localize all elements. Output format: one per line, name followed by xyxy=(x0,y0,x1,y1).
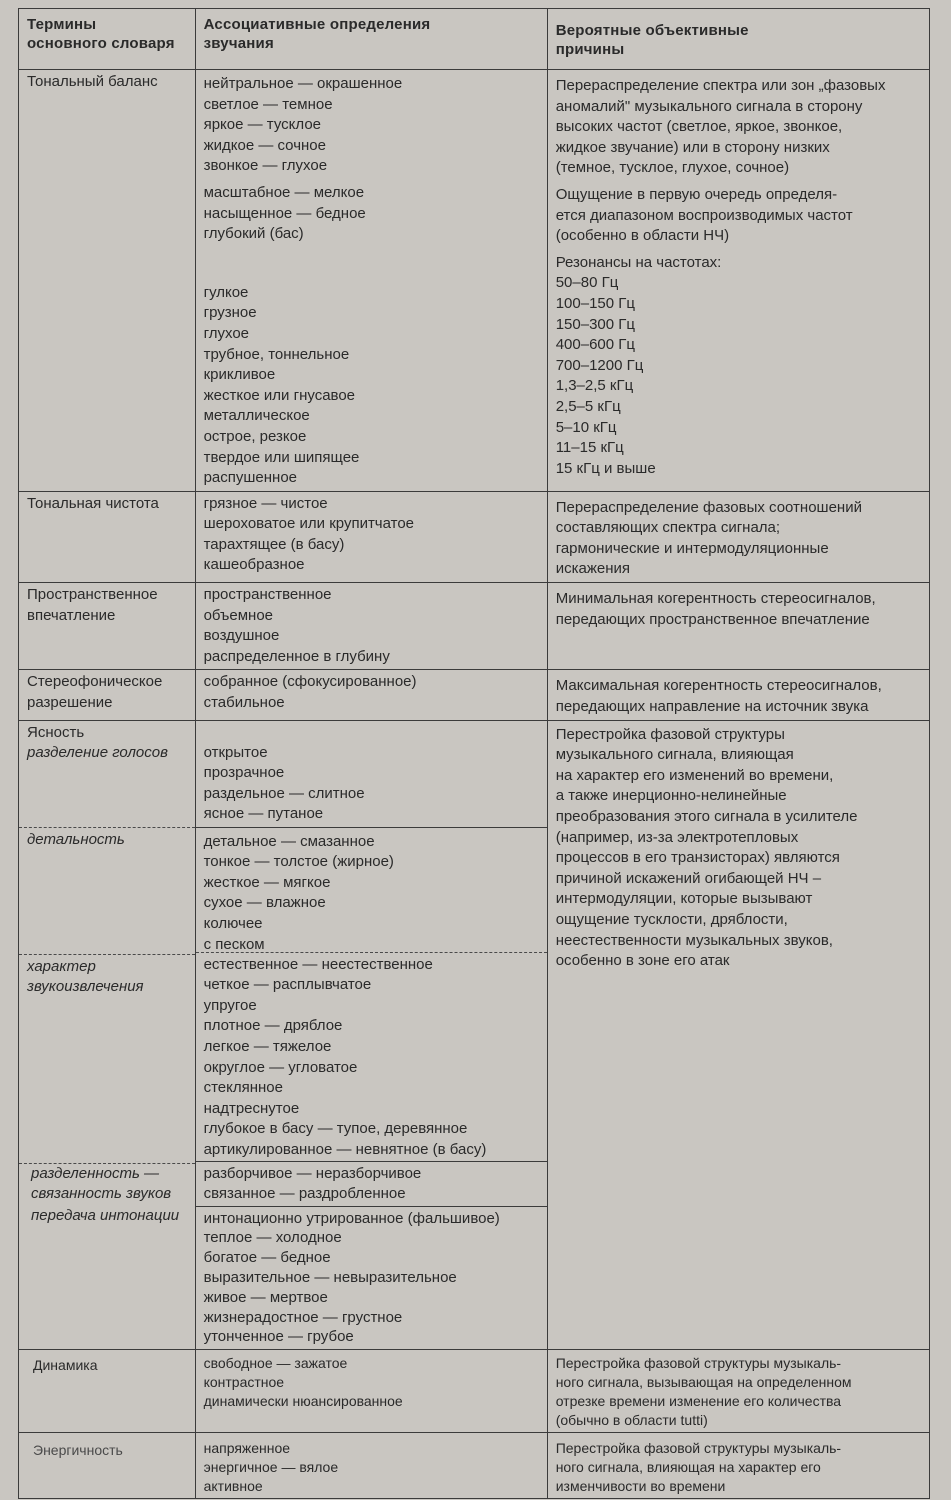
frequency-item: 150–300 Гц xyxy=(555,315,635,333)
header-row xyxy=(19,9,930,70)
cause-line: особенно в зоне его атак xyxy=(555,952,730,970)
cause-line: искажения xyxy=(555,560,630,578)
cause-cell xyxy=(547,1350,929,1433)
term-cell xyxy=(19,583,196,670)
row-dynamics xyxy=(19,1350,930,1433)
definition-item: грязное — чистое xyxy=(203,494,328,512)
frequency-item: 5–10 кГц xyxy=(555,418,617,436)
row-clarity xyxy=(19,720,930,1350)
subterm-label: характер xyxy=(27,957,96,975)
definition-item: открытое xyxy=(203,743,268,761)
definition-item: богатое — бедное xyxy=(203,1249,331,1267)
cause-line: а также инерционно-нелинейные xyxy=(555,787,787,805)
definition-item: интонационно утрированное (фальшивое) xyxy=(203,1209,500,1227)
cause-line: передающих пространственное впечатление xyxy=(555,610,870,628)
subterm-block xyxy=(19,1206,195,1227)
definition-block xyxy=(196,1162,547,1207)
subterm-label: разделенность — xyxy=(31,1164,159,1182)
header-causes-line: причины xyxy=(555,41,625,58)
header-definitions-line: Ассоциативные определения xyxy=(203,16,431,33)
definition-item: распушенное xyxy=(203,469,298,487)
cause-line: Перестройка фазовой структуры музыкаль- xyxy=(555,1355,842,1372)
definition-item: твердое или шипящее xyxy=(203,448,360,466)
term-label: Тональный баланс xyxy=(27,73,158,90)
definition-item: упругое xyxy=(203,996,257,1014)
header-terms xyxy=(19,9,196,70)
definition-item: грузное xyxy=(203,304,257,322)
definition-item: светлое — темное xyxy=(203,95,333,113)
subterm-block xyxy=(19,721,195,828)
term-cell xyxy=(19,670,196,720)
definition-item: разборчивое — неразборчивое xyxy=(203,1164,422,1182)
term-label: Ясность xyxy=(27,723,85,741)
frequency-item: 100–150 Гц xyxy=(555,294,635,312)
subterm-label: детальность xyxy=(27,830,125,848)
term-label: разрешение xyxy=(27,694,113,712)
definition-item: прозрачное xyxy=(203,764,285,782)
definition-item: нейтральное — окрашенное xyxy=(203,75,403,92)
definition-item: жидкое — сочное xyxy=(203,136,326,154)
cause-line: жидкое звучание) или в сторону низких xyxy=(555,138,830,156)
cause-line: Перестройка фазовой структуры музыкаль- xyxy=(555,1440,842,1457)
definition-item: округлое — угловатое xyxy=(203,1058,358,1076)
term-label: впечатление xyxy=(27,606,116,624)
term-label: Стереофоническое xyxy=(27,673,163,691)
subterm-block xyxy=(19,955,195,1164)
cause-cell xyxy=(547,1433,929,1499)
cause-line: интермодуляции, которые вызывают xyxy=(555,890,813,908)
definition-item: распределенное в глубину xyxy=(203,647,390,665)
definition-item: объемное xyxy=(203,606,274,624)
definition-item: собранное (сфокусированное) xyxy=(203,673,417,691)
definition-item: кашеобразное xyxy=(203,556,305,574)
definition-item: гулкое xyxy=(203,283,249,301)
definition-block xyxy=(196,721,547,828)
frequency-item: 11–15 кГц xyxy=(555,439,624,457)
term-cell xyxy=(19,70,196,492)
term-cell xyxy=(19,1433,196,1499)
definition-item: раздельное — слитное xyxy=(203,784,365,802)
definition-item: выразительное — невыразительное xyxy=(203,1269,457,1287)
definition-item: крикливое xyxy=(203,366,276,384)
row-stereo-resolution xyxy=(19,670,930,720)
header-definitions xyxy=(195,9,547,70)
frequency-item: 2,5–5 кГц xyxy=(555,397,621,415)
definition-item: артикулированное — невнятное (в басу) xyxy=(203,1140,487,1158)
cause-cell xyxy=(547,670,929,720)
definition-item: трубное, тоннельное xyxy=(203,345,350,363)
term-label: Пространственное xyxy=(27,586,158,604)
definition-item: насыщенное — бедное xyxy=(203,204,366,222)
definition-item: стеклянное xyxy=(203,1079,283,1097)
definition-item: динамически нюансированное xyxy=(203,1393,403,1410)
cause-line: (особенно в области НЧ) xyxy=(555,227,730,245)
definition-item: теплое — холодное xyxy=(203,1229,342,1247)
term-label: Тональная чистота xyxy=(27,494,159,512)
definitions-cell xyxy=(195,1433,547,1499)
header-causes xyxy=(547,9,929,70)
term-cell xyxy=(19,1350,196,1433)
cause-line: Резонансы на частотах: xyxy=(555,253,722,271)
definition-item: острое, резкое xyxy=(203,427,307,445)
definition-item: тарахтящее (в басу) xyxy=(203,535,345,553)
frequency-item: 700–1200 Гц xyxy=(555,356,644,374)
definition-item: звонкое — глухое xyxy=(203,157,328,175)
cause-cell xyxy=(547,583,929,670)
header-causes-line: Вероятные объективные xyxy=(555,22,749,39)
definitions-cell xyxy=(195,70,547,492)
frequency-item: 50–80 Гц xyxy=(555,274,619,292)
definitions-cell xyxy=(195,1350,547,1433)
cause-line: ного сигнала, вызывающая на определенном xyxy=(555,1374,852,1391)
definition-item: контрастное xyxy=(203,1374,285,1391)
definitions-cell xyxy=(195,670,547,720)
definition-item: шероховатое или крупитчатое xyxy=(203,515,415,533)
definition-item: пространственное xyxy=(203,586,332,604)
subterm-block xyxy=(19,1164,195,1206)
definition-item: естественное — неестественное xyxy=(203,955,433,973)
definition-item: глубокое в басу — тупое, деревянное xyxy=(203,1120,468,1138)
definition-item: активное xyxy=(203,1478,263,1495)
definition-item: колючее xyxy=(203,915,263,932)
row-tonal-balance xyxy=(19,70,930,492)
definition-item: яркое — тусклое xyxy=(203,116,322,134)
cause-line: Перераспределение спектра или зон „фазовых xyxy=(555,77,886,94)
definition-item: воздушное xyxy=(203,627,280,645)
definition-item: ясное — путаное xyxy=(203,805,324,823)
definition-item: плотное — дряблое xyxy=(203,1017,343,1035)
definition-block xyxy=(196,953,547,1162)
cause-line: преобразования этого сигнала в усилителе xyxy=(555,808,858,825)
term-label: Динамика xyxy=(33,1357,98,1374)
definition-item: металлическое xyxy=(203,407,310,425)
term-cell xyxy=(19,720,196,1350)
frequency-item: 1,3–2,5 кГц xyxy=(555,377,634,395)
subterm-label: звукоизвлечения xyxy=(27,978,144,996)
subterm-label: разделение голосов xyxy=(27,744,168,762)
definition-item: стабильное xyxy=(203,694,285,712)
term-label: Энергичность xyxy=(33,1442,123,1459)
cause-line: музыкального сигнала, влияющая xyxy=(555,746,794,764)
definitions-cell xyxy=(195,583,547,670)
term-cell xyxy=(19,491,196,582)
cause-cell xyxy=(547,70,929,492)
definitions-cell xyxy=(195,491,547,582)
cause-line: неестественности музыкальных звуков, xyxy=(555,931,833,949)
cause-line: высоких частот (светлое, яркое, звонкое, xyxy=(555,118,843,136)
cause-cell xyxy=(547,720,929,1350)
definition-item: жесткое — мягкое xyxy=(203,873,331,891)
definition-item: жизнерадостное — грустное xyxy=(203,1308,403,1326)
definition-item: масштабное — мелкое xyxy=(203,183,365,201)
header-terms-line: основного словаря xyxy=(27,35,175,52)
header-definitions-line: звучания xyxy=(203,35,274,52)
row-spatial-impression xyxy=(19,583,930,670)
frequency-item: 400–600 Гц xyxy=(555,336,635,354)
definition-item: тонкое — толстое (жирное) xyxy=(203,853,394,871)
cause-line: составляющих спектра сигнала; xyxy=(555,519,781,537)
cause-line: ного сигнала, влияющая на характер его xyxy=(555,1459,821,1476)
cause-line: гармонические и интермодуляционные xyxy=(555,539,829,557)
cause-cell xyxy=(547,491,929,582)
cause-line: Максимальная когерентность стереосигналов, xyxy=(555,677,882,695)
cause-line: Перераспределение фазовых соотношений xyxy=(555,498,862,516)
cause-line: отрезке времени изменение его количества xyxy=(555,1393,842,1410)
definition-item: с песком xyxy=(203,935,265,953)
cause-line: изменчивости во времени xyxy=(555,1478,726,1495)
definition-item: связанное — раздробленное xyxy=(203,1185,406,1203)
subterm-label: связанность звуков xyxy=(31,1185,172,1203)
frequency-item: 15 кГц и выше xyxy=(555,459,656,477)
cause-line: (например, из-за электротепловых xyxy=(555,828,799,846)
cause-line: на характер его изменений во времени, xyxy=(555,766,834,784)
cause-line: Ощущение в первую очередь определя- xyxy=(555,185,838,203)
cause-line: аномалий" музыкального сигнала в сторону xyxy=(555,97,863,115)
cause-line: причиной искажений огибающей НЧ – xyxy=(555,869,822,887)
subterm-block xyxy=(19,828,195,955)
cause-line: процессов в его транзисторах) являются xyxy=(555,849,840,867)
cause-line: ощущение тусклости, дряблости, xyxy=(555,910,788,928)
cause-line: (обычно в области tutti) xyxy=(555,1412,708,1429)
row-energy xyxy=(19,1433,930,1499)
cause-line: передающих направление на источник звука xyxy=(555,698,869,716)
definition-item: утонченное — грубое xyxy=(203,1328,354,1346)
definition-item: детальное — смазанное xyxy=(203,832,375,850)
definition-item: жесткое или гнусавое xyxy=(203,386,356,404)
definition-block xyxy=(196,1207,547,1350)
definitions-cell xyxy=(195,720,547,1350)
header-terms-line: Термины xyxy=(27,16,97,33)
definition-item: энергичное — вялое xyxy=(203,1459,339,1476)
definition-item: сухое — влажное xyxy=(203,894,326,912)
cause-line: (темное, тусклое, глухое, сочное) xyxy=(555,159,790,177)
reference-table xyxy=(18,8,930,1499)
cause-line: Минимальная когерентность стереосигналов, xyxy=(555,590,876,608)
definition-item: живое — мертвое xyxy=(203,1288,328,1306)
row-tonal-purity xyxy=(19,491,930,582)
definition-item: глухое xyxy=(203,324,250,342)
definition-item: надтреснутое xyxy=(203,1099,300,1117)
definition-item: напряженное xyxy=(203,1440,291,1457)
definition-item: легкое — тяжелое xyxy=(203,1038,332,1055)
definition-item: четкое — расплывчатое xyxy=(203,976,372,994)
definition-item: свободное — зажатое xyxy=(203,1355,348,1372)
cause-line: ется диапазоном воспроизводимых частот xyxy=(555,206,853,224)
subterm-label: передача интонации xyxy=(31,1206,180,1224)
definition-item: глубокий (бас) xyxy=(203,225,304,243)
cause-line: Перестройка фазовой структуры xyxy=(555,725,785,743)
definition-block xyxy=(196,828,547,953)
